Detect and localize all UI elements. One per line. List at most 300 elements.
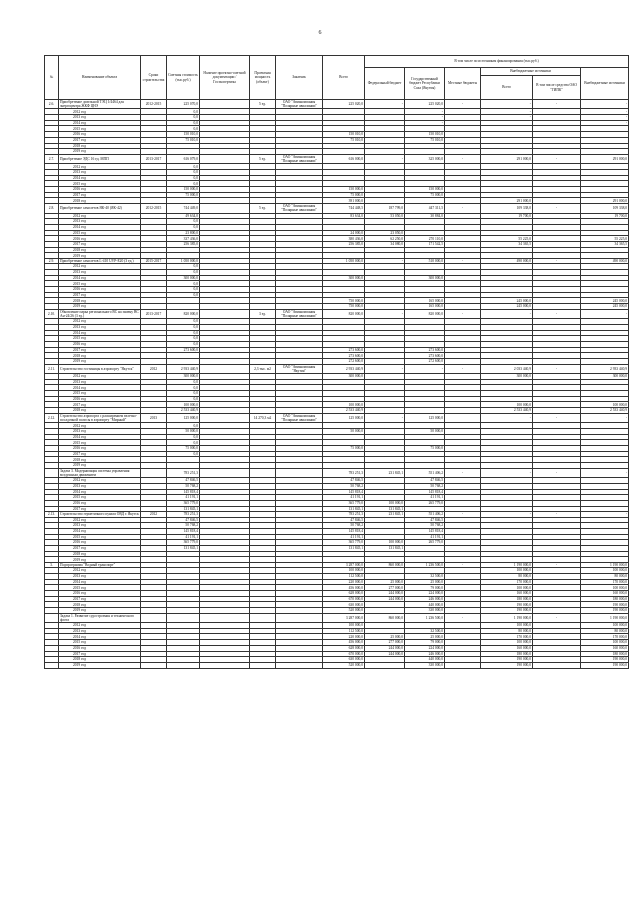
row-reg: - (405, 115, 445, 121)
row-reg: - (405, 364, 445, 373)
row-name: 2019 год (59, 304, 141, 310)
row-total: 3 287 000,0 (323, 613, 365, 622)
header-extra-group: Внебюджетные источники (481, 68, 581, 76)
row-name: 2012 год (59, 109, 141, 115)
row-docs (200, 468, 250, 477)
row-fed: - (365, 259, 405, 264)
row-cost: 744 449,0 (167, 204, 200, 213)
row-cost: 0,0 (167, 109, 200, 115)
header-total: Всего (323, 56, 365, 100)
row-name: 2015 год (59, 440, 141, 446)
row-reg: 820 000,0 (405, 309, 445, 318)
row-reg: 330 000,0 (405, 662, 445, 668)
row-name: 2017 год (59, 545, 141, 551)
row-cost: 0,0 (167, 440, 200, 446)
row-extra-all: 291 000,0 (481, 198, 533, 204)
row-total: 2 533 440,9 (323, 408, 365, 414)
row-reg: 1 236 500,0 (405, 613, 445, 622)
row-customer: ОАО "Авиакомпания "Полярные авиалинии" (276, 309, 323, 318)
row-name: 2018 год (59, 353, 141, 359)
row-other: 490 000,0 (581, 259, 629, 264)
table-body (45, 100, 629, 669)
row-total: 50 768,2 (323, 523, 365, 529)
row-cost: 273 600,0 (167, 347, 200, 353)
row-other: 190 000,0 (581, 608, 629, 614)
row-cost: 0,0 (167, 385, 200, 391)
row-cost: 256 385,0 (167, 241, 200, 247)
row-cost: 23 800,0 (167, 230, 200, 236)
header-name: Наименование объекта (59, 56, 141, 100)
row-cost: 49 634,0 (167, 213, 200, 219)
header-fed: Федеральный бюджет (365, 68, 405, 100)
row-extra-of: - (533, 364, 581, 373)
row-loc: - (445, 613, 481, 622)
row-name: 2014 год (59, 120, 141, 126)
row-extra-all: 100 000,0 (481, 568, 533, 574)
row-name: 2017 год (59, 506, 141, 512)
row-name: Приобретение ЭДС 16 ед. МПП (59, 154, 141, 163)
row-reg: 300 000,0 (405, 275, 445, 281)
row-name: 2013 год (59, 170, 141, 176)
header-other: Внебюджетные источники (581, 68, 629, 100)
row-name: 2014 год (59, 275, 141, 281)
row-number (45, 468, 59, 477)
row-number (45, 613, 59, 622)
row-reg: 551 406,2 (405, 468, 445, 477)
row-reg: 440 000,0 (405, 602, 445, 608)
row-cost: 0,0 (167, 324, 200, 330)
table-header (45, 56, 629, 100)
row-name: 2013 год (59, 269, 141, 275)
row-name: 2014 год (59, 224, 141, 230)
row-fed: - (365, 413, 405, 422)
row-name: 2014 год (59, 175, 141, 181)
row-cost: 50 768,2 (167, 483, 200, 489)
row-name: 2019 год (59, 662, 141, 668)
row-cost: 616 079,0 (167, 154, 200, 163)
row-other: - (581, 468, 629, 477)
row-total: 630 000,0 (323, 602, 365, 608)
row-cost: 145 818,4 (167, 489, 200, 495)
row-cost: 0,0 (167, 264, 200, 270)
header-reg: Государственный бюджет Республики Саха (Якутия) (405, 68, 445, 100)
row-fed: - (365, 364, 405, 373)
row-other: 100 000,0 (581, 640, 629, 646)
row-total: 50 000,0 (323, 428, 365, 434)
row-total: 75 010,0 (323, 137, 365, 143)
row-extra-of: - (533, 413, 581, 422)
row-reg: 32 500,0 (405, 573, 445, 579)
row-cost: 783 251,3 (167, 512, 200, 517)
row-capacity: 14 270,3 м2 (250, 413, 276, 422)
row-name: 2013 год (59, 324, 141, 330)
row-reg: 330 000,0 (405, 608, 445, 614)
row-other: 100 000,0 (581, 585, 629, 591)
row-other: 160 000,0 (581, 645, 629, 651)
row-name: 2015 год (59, 126, 141, 132)
row-reg: 225 020,0 (405, 100, 445, 109)
row-fed: 100 000,0 (365, 500, 405, 506)
row-total: 783 251,3 (323, 468, 365, 477)
header-capacity: Проектная мощность (объект) (250, 56, 276, 100)
row-name: 2013 год (59, 428, 141, 434)
row-reg: 125 000,0 (405, 413, 445, 422)
row-other: 2 933 440,9 (581, 364, 629, 373)
row-extra-of: - (533, 309, 581, 318)
row-reg: 50 768,2 (405, 483, 445, 489)
row-capacity (250, 468, 276, 477)
row-extra-all: 55 225,0 (481, 236, 533, 242)
row-reg: 551 406,2 (405, 512, 445, 517)
row-number: 2.11. (45, 364, 59, 373)
row-name: 2016 год (59, 396, 141, 402)
row-name: 2014 год (59, 579, 141, 585)
row-customer: ОАО "Авиакомпания "Полярные авиалинии" (276, 154, 323, 163)
row-docs (200, 413, 250, 422)
row-number: 2.13. (45, 512, 59, 517)
header-extra-all: Всего (481, 76, 533, 100)
row-extra-all: 190 000,0 (481, 608, 533, 614)
row-cost: 0,0 (167, 224, 200, 230)
row-reg: 145 818,4 (405, 528, 445, 534)
row-total: 365 779,0 (323, 540, 365, 546)
row-name: 2018 год (59, 602, 141, 608)
row-fed: - (365, 154, 405, 163)
row-cost: 0,0 (167, 286, 200, 292)
row-cost: 0,0 (167, 170, 200, 176)
row-other: 160 000,0 (581, 590, 629, 596)
row-total: 273 600,0 (323, 347, 365, 353)
row-total: 41 191,1 (323, 534, 365, 540)
row-cost: 47 846,5 (167, 517, 200, 523)
row-name: 2015 год (59, 585, 141, 591)
row-total: 24 000,0 (323, 230, 365, 236)
row-total: 3 287 000,0 (323, 563, 365, 568)
row-other: 80 000,0 (581, 573, 629, 579)
row-name: 2015 год (59, 534, 141, 540)
header-term: Сроки строительства (141, 56, 167, 100)
row-reg: 440 000,0 (405, 657, 445, 663)
row-other: 180 000,0 (581, 596, 629, 602)
row-other: 190 000,0 (581, 657, 629, 663)
row-name: 2018 год (59, 551, 141, 557)
row-reg: 510 000,0 (405, 259, 445, 264)
row-fed: 231 845,1 (365, 468, 405, 477)
row-reg: 50 768,2 (405, 523, 445, 529)
row-loc: - (445, 259, 481, 264)
row-name: 2013 год (59, 219, 141, 225)
row-extra-all: 100 000,0 (481, 585, 533, 591)
row-name: 2016 год (59, 540, 141, 546)
row-cost: 125 000,0 (167, 413, 200, 422)
header-sources-group: В том числе по источникам финансирования (тыс.руб.) (365, 56, 629, 68)
row-capacity: 5 ед. (250, 204, 276, 213)
row-name: 2018 год (59, 408, 141, 414)
row-cost (167, 613, 200, 622)
row-fed: 860 000,0 (365, 563, 405, 568)
row-extra-of: - (533, 154, 581, 163)
row-cost: 0,0 (167, 120, 200, 126)
row-reg: 41 191,1 (405, 534, 445, 540)
row-term: 2012 (141, 364, 167, 373)
row-extra-of: - (533, 100, 581, 109)
row-cost: 41 191,1 (167, 495, 200, 501)
row-extra-all: 190 000,0 (481, 662, 533, 668)
row-name: 2012 год (59, 568, 141, 574)
row-name: 2016 год (59, 132, 141, 138)
row-reg: 145 818,4 (405, 489, 445, 495)
row-cost (167, 662, 200, 668)
row-total: 225 020,0 (323, 100, 365, 109)
row-cost: 0,0 (167, 292, 200, 298)
row-name: Строительство гостиницы в аэропорту "Якутск" (59, 364, 141, 373)
row-extra-all: 100 000,0 (481, 640, 533, 646)
row-name: 2018 год (59, 143, 141, 149)
row-reg: 265 779,0 (405, 500, 445, 506)
row-name: 2012 год (59, 319, 141, 325)
investment-table-sheet (44, 55, 628, 669)
row-docs (200, 204, 250, 213)
row-total: 820 000,0 (323, 309, 365, 318)
row-other: 109 338,0 (581, 204, 629, 213)
row-reg: 165 000,0 (405, 304, 445, 310)
row-total: 783 251,3 (323, 512, 365, 517)
header-loc: Местные бюджеты (445, 68, 481, 100)
row-fed: - (365, 100, 405, 109)
row-cost: 0,0 (167, 451, 200, 457)
row-name: 2014 год (59, 434, 141, 440)
row-name: 2019 год (59, 463, 141, 469)
object-row (45, 468, 629, 477)
row-reg: 75 000,0 (405, 192, 445, 198)
row-name: 2018 год (59, 198, 141, 204)
row-extra-all: 170 000,0 (481, 579, 533, 585)
row-fed (365, 662, 405, 668)
row-total: 670 000,0 (323, 651, 365, 657)
row-docs (200, 613, 250, 622)
row-name: 2019 год (59, 557, 141, 563)
row-number (45, 662, 59, 668)
header-customer: Заказчик (276, 56, 323, 100)
row-number: 2.7. (45, 154, 59, 163)
row-reg: 41 191,1 (405, 495, 445, 501)
row-reg: 150 000,0 (405, 187, 445, 193)
row-other: - (581, 413, 629, 422)
row-cost: 1 050 000,0 (167, 259, 200, 264)
row-fed: 231 845,1 (365, 512, 405, 517)
row-extra-of: - (533, 563, 581, 568)
header-extra-of: В том числе средства ОАО "ГИПК" (533, 76, 581, 100)
row-docs (200, 662, 250, 668)
row-other: 100 000,0 (581, 402, 629, 408)
row-cost: 783 251,3 (167, 468, 200, 477)
row-total: 145 818,4 (323, 528, 365, 534)
row-customer (276, 613, 323, 622)
row-loc: - (445, 154, 481, 163)
row-fed: 277 000,0 (365, 585, 405, 591)
row-total: 100 000,0 (323, 568, 365, 574)
row-reg: 1 236 500,0 (405, 563, 445, 568)
row-other: 55 225,0 (581, 236, 629, 242)
row-docs (200, 309, 250, 318)
row-number: 2.10. (45, 309, 59, 318)
row-number: 2.9. (45, 259, 59, 264)
row-extra-all: - (481, 109, 533, 115)
row-fed: 53 050,0 (365, 213, 405, 219)
row-cost: 0,0 (167, 391, 200, 397)
row-total: 273 600,0 (323, 353, 365, 359)
row-cost: 365 779,0 (167, 500, 200, 506)
row-customer (276, 468, 323, 477)
row-name: 2013 год (59, 379, 141, 385)
row-cost: 300 000,0 (167, 374, 200, 380)
row-cost: 131 845,1 (167, 545, 200, 551)
row-name: Строительство аэропорта с расширением взлетно-посадочной полосы в аэропорту "Мирный" (59, 413, 141, 422)
row-loc: - (445, 309, 481, 318)
row-extra-of: - (533, 259, 581, 264)
row-customer: ОАО "Авиакомпания "Полярные авиалинии" (276, 413, 323, 422)
row-cost: 145 818,4 (167, 528, 200, 534)
row-total: 272 600,0 (323, 358, 365, 364)
row-total: 630 000,0 (323, 657, 365, 663)
row-extra-all: 34 365,5 (481, 241, 533, 247)
row-reg: 47 846,5 (405, 517, 445, 523)
row-name: Обновление парка регионального ВС на замену ВС Ан-24/26 (3 ед.) (60, 309, 139, 318)
row-reg: - (405, 109, 445, 115)
row-reg: 171 542,5 (405, 241, 445, 247)
row-capacity: 3 ед. (250, 309, 276, 318)
row-cost: 0,0 (167, 379, 200, 385)
row-capacity: 5 ед. (250, 154, 276, 163)
row-extra-all: - (481, 115, 533, 121)
row-other: 34 365,5 (581, 241, 629, 247)
row-name: 2012 год (59, 213, 141, 219)
row-extra-all: - (481, 468, 533, 477)
row-fed: 244 000,0 (365, 645, 405, 651)
row-cost: 0,0 (167, 336, 200, 342)
row-extra-all: 170 000,0 (481, 634, 533, 640)
row-reg: 265 779,0 (405, 540, 445, 546)
row-cost: 75 010,0 (167, 137, 200, 143)
row-reg: 79 000,0 (405, 640, 445, 646)
row-name: 2015 год (59, 281, 141, 287)
row-extra-of: - (533, 512, 581, 517)
row-reg: 447 311,5 (405, 204, 445, 213)
row-name: 2015 год (59, 391, 141, 397)
row-fed: 23 050,0 (365, 230, 405, 236)
row-cost: 0,0 (167, 330, 200, 336)
row-extra-all: - (481, 100, 533, 109)
row-name: 2017 год (59, 137, 141, 143)
row-cost: 0,0 (167, 164, 200, 170)
row-loc (445, 662, 481, 668)
row-name: 2013 год (59, 483, 141, 489)
row-total: 456 000,0 (323, 640, 365, 646)
row-name: 2019 год (59, 253, 141, 259)
row-name: 2013 год (59, 115, 141, 121)
row-total: 1 050 000,0 (323, 259, 365, 264)
row-cost: 50 000,0 (167, 428, 200, 434)
row-name: 2014 год (59, 385, 141, 391)
row-cost: 0,0 (167, 319, 200, 325)
row-name: 2018 год (59, 247, 141, 253)
row-reg: 165 000,0 (405, 298, 445, 304)
row-total: 47 846,5 (323, 517, 365, 523)
row-reg: 246 000,0 (405, 651, 445, 657)
row-total: 391 000,0 (323, 198, 365, 204)
row-name: 2014 год (59, 489, 141, 495)
row-other: 170 000,0 (581, 634, 629, 640)
row-fed: 100 000,0 (365, 540, 405, 546)
object-row (45, 204, 629, 213)
row-other: 170 000,0 (581, 579, 629, 585)
row-extra-all: - (481, 512, 533, 517)
row-extra-all: 100 000,0 (481, 402, 533, 408)
row-term: 2013-2017 (141, 154, 167, 163)
row-name: 2015 год (59, 230, 141, 236)
row-other: 100 000,0 (581, 568, 629, 574)
row-total: 300 000,0 (323, 275, 365, 281)
row-cost: 150 000,0 (167, 187, 200, 193)
row-loc: - (445, 364, 481, 373)
row-total: 744 448,5 (323, 204, 365, 213)
row-term (141, 662, 167, 668)
investment-table (44, 55, 629, 669)
row-extra-all: 245 000,0 (481, 298, 533, 304)
row-reg: - (405, 120, 445, 126)
object-row (45, 613, 629, 622)
row-extra-all: 180 000,0 (481, 596, 533, 602)
row-cost: 2 933 440,9 (167, 364, 200, 373)
row-fed: 277 000,0 (365, 640, 405, 646)
row-cost: 820 000,0 (167, 309, 200, 318)
row-name: 2018 год (59, 457, 141, 463)
row-name: Приобретение самолетов ЯК-40 (ЯК-42) (59, 204, 141, 213)
row-name: 2012 год (59, 164, 141, 170)
row-term: 2013-2017 (141, 309, 167, 318)
row-name: 2016 год (59, 187, 141, 193)
row-extra-all: 190 000,0 (481, 657, 533, 663)
row-other: 19 700,0 (581, 213, 629, 219)
header-docs: Наличие проектно-сметной документации / Госэкспертизы (200, 56, 250, 100)
row-total: 100 000,0 (323, 402, 365, 408)
row-extra-of: - (533, 468, 581, 477)
row-total: 750 000,0 (323, 298, 365, 304)
row-loc: - (445, 512, 481, 517)
row-extra-of: - (533, 204, 581, 213)
row-total: 112 500,0 (323, 573, 365, 579)
row-total: 300 000,0 (323, 374, 365, 380)
row-term (141, 468, 167, 477)
row-name: 2019 год (59, 149, 141, 155)
row-cost: 0,0 (167, 396, 200, 402)
row-extra-all: 245 000,0 (481, 304, 533, 310)
row-fed: 34 080,0 (365, 241, 405, 247)
row-loc (445, 413, 481, 422)
row-fed: 131 845,1 (365, 545, 405, 551)
row-other: 100 000,0 (581, 623, 629, 629)
row-extra-all: 180 000,0 (481, 651, 533, 657)
row-extra-all: 109 338,0 (481, 204, 533, 213)
row-total: 456 000,0 (323, 585, 365, 591)
row-reg: 273 600,0 (405, 347, 445, 353)
row-fed: 244 000,0 (365, 596, 405, 602)
row-number: 3. (45, 563, 59, 568)
row-name: 2016 год (59, 286, 141, 292)
row-other: 2 533 440,9 (581, 408, 629, 414)
row-fed: 187 799,0 (365, 204, 405, 213)
row-total: 47 846,5 (323, 478, 365, 484)
